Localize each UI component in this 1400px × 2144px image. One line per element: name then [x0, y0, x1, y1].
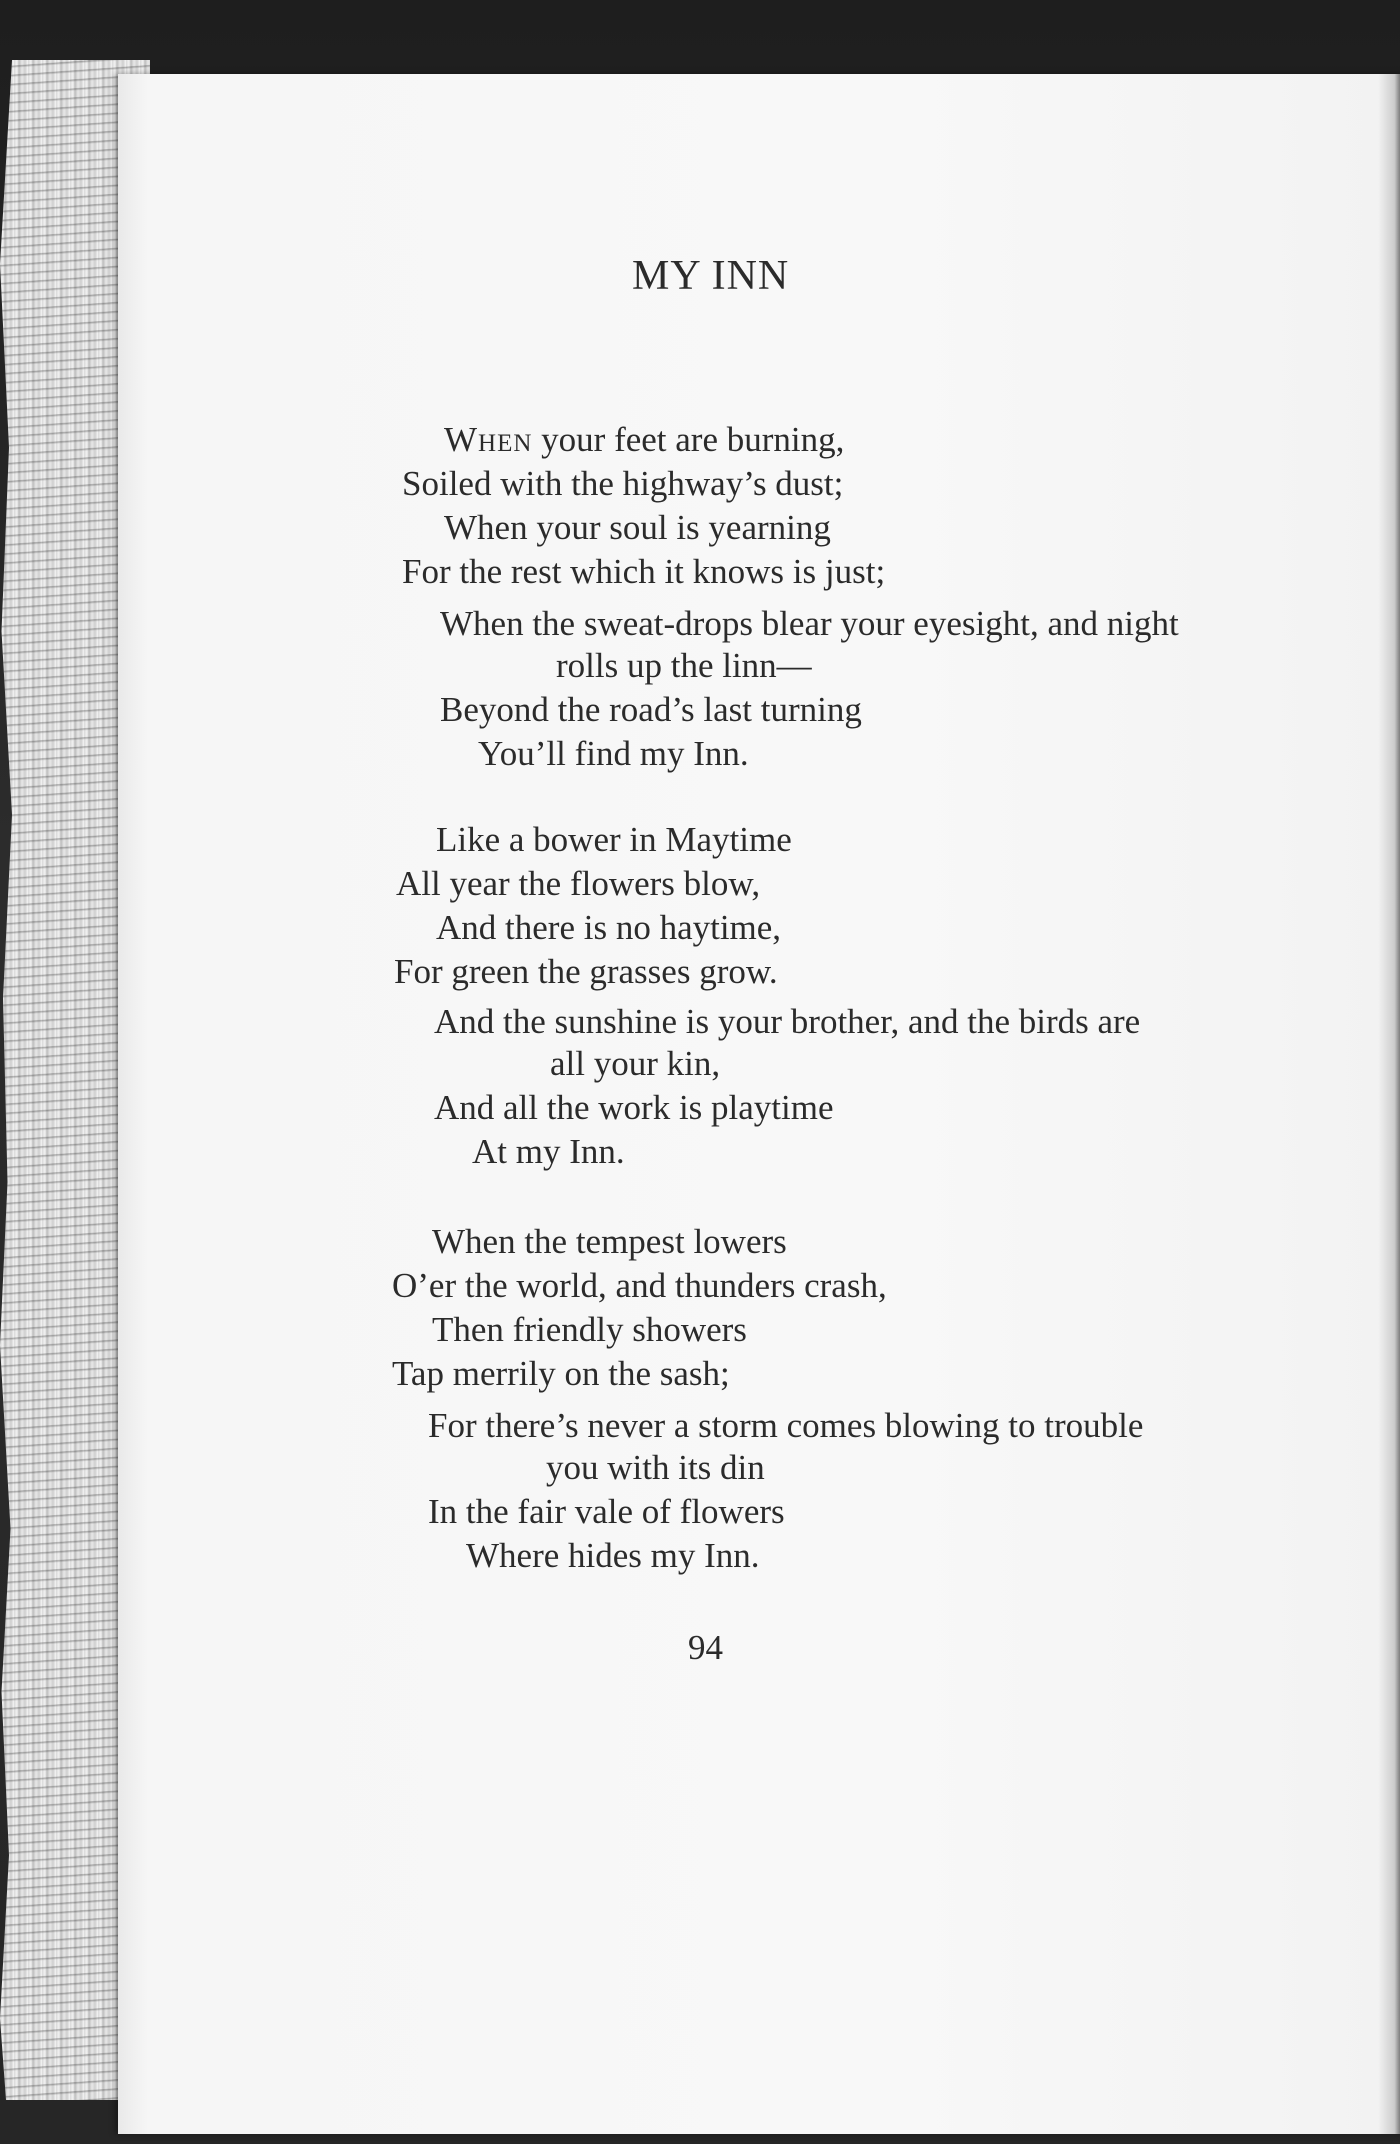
- poem-line: For green the grasses grow.: [394, 952, 778, 991]
- poem-line: Then friendly showers: [432, 1310, 747, 1349]
- poem-line: all your kin,: [550, 1044, 721, 1083]
- page-number: 94: [688, 1628, 723, 1667]
- poem-line: You’ll find my Inn.: [478, 734, 749, 773]
- drop-word: When: [444, 420, 533, 459]
- poem-line: Soiled with the highway’s dust;: [402, 464, 844, 503]
- poem-line: Like a bower in Maytime: [436, 820, 792, 859]
- poem-line: At my Inn.: [472, 1132, 625, 1171]
- poem-line: And the sunshine is your brother, and the birds are: [434, 1002, 1141, 1041]
- poem-line: All year the flowers blow,: [396, 864, 761, 903]
- poem-title: MY INN: [632, 253, 790, 299]
- poem-line: When the tempest lowers: [432, 1222, 787, 1261]
- poem-line: O’er the world, and thunders crash,: [392, 1266, 887, 1305]
- poem-line: For there’s never a storm comes blowing to trouble: [428, 1406, 1144, 1445]
- poem-line: And all the work is playtime: [434, 1088, 834, 1127]
- poem-line: rolls up the linn—: [556, 646, 812, 685]
- poem-line: When the sweat-drops blear your eyesight, and night: [440, 604, 1179, 643]
- poem-line: Where hides my Inn.: [466, 1536, 760, 1575]
- spine-shadow: [1378, 74, 1400, 2134]
- poem-line: you with its din: [546, 1448, 765, 1487]
- poem-line: For the rest which it knows is just;: [402, 552, 886, 591]
- poem-line: In the fair vale of flowers: [428, 1492, 785, 1531]
- poem-line: Beyond the road’s last turning: [440, 690, 862, 729]
- poem-line: When your soul is yearning: [444, 508, 831, 547]
- poem-line: Tap merrily on the sash;: [392, 1354, 730, 1393]
- poem-line: When your feet are burning,: [444, 420, 845, 459]
- poem-line: And there is no haytime,: [436, 908, 782, 947]
